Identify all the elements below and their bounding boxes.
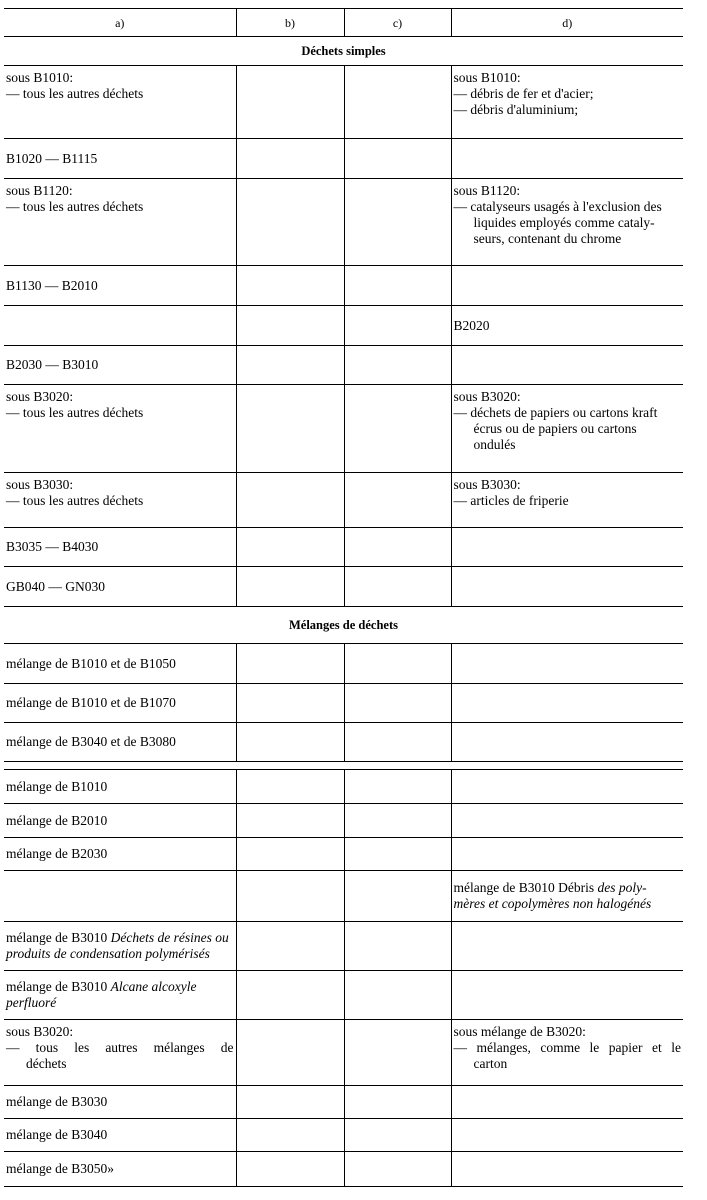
- section-title-simple: Déchets simples: [4, 37, 683, 66]
- cell-line: sous B3030:: [6, 477, 74, 492]
- table-row: [4, 723, 683, 762]
- cell-line: sous B3030:: [453, 477, 521, 492]
- cell-d: [451, 804, 683, 838]
- cell-d: [451, 385, 683, 473]
- cell-a: [4, 306, 236, 346]
- cell-d: [451, 266, 683, 306]
- cell-d: [451, 306, 683, 346]
- waste-table-lower: [4, 769, 683, 1187]
- cell-line: sous B1120:: [6, 183, 73, 198]
- cell-a: [4, 385, 236, 473]
- cell-a: mélange de B1010: [4, 770, 236, 804]
- cell-b: [236, 871, 344, 922]
- table-row: [4, 66, 683, 139]
- cell-line: sous B3020:: [6, 389, 74, 404]
- table-row: [4, 971, 683, 1020]
- cell-line: — débris de fer et d'acier;: [453, 86, 594, 101]
- column-header-c: c): [344, 9, 451, 37]
- cell-text: mélange de B3010 Débris: [453, 880, 598, 895]
- table-row: [4, 871, 683, 922]
- cell-line: B2030 — B3010: [6, 357, 99, 372]
- cell-c: [344, 684, 451, 723]
- cell-a: mélange de B2030: [4, 838, 236, 871]
- cell-a: mélange de B3050»: [4, 1152, 236, 1187]
- table-row: [4, 922, 683, 971]
- cell-a: [4, 1020, 236, 1086]
- cell-c: [344, 770, 451, 804]
- cell-line: sous B1120:: [453, 183, 521, 198]
- cell-line: sous B1010:: [6, 70, 74, 85]
- cell-line: — tous les autres déchets: [6, 199, 144, 214]
- cell-c: [344, 346, 451, 385]
- cell-d: [451, 644, 683, 684]
- cell-line: sous B3020:: [6, 1024, 74, 1039]
- table-row: [4, 770, 683, 804]
- column-header-b: b): [236, 9, 344, 37]
- cell-c: [344, 644, 451, 684]
- cell-text: mélange de B3010: [6, 979, 111, 994]
- cell-d: [451, 723, 683, 762]
- cell-b: [236, 971, 344, 1020]
- table-row: [4, 179, 683, 266]
- cell-b: [236, 922, 344, 971]
- cell-d: [451, 66, 683, 139]
- section-row-mixed: [4, 607, 683, 644]
- cell-b: [236, 1086, 344, 1119]
- cell-a: mélange de B3040: [4, 1119, 236, 1152]
- cell-a: [4, 346, 236, 385]
- cell-b: [236, 804, 344, 838]
- cell-line: carton: [473, 1056, 508, 1071]
- cell-c: [344, 179, 451, 266]
- cell-a: [4, 139, 236, 179]
- cell-c: [344, 804, 451, 838]
- table-row: [4, 1119, 683, 1152]
- cell-c: [344, 66, 451, 139]
- cell-b: [236, 770, 344, 804]
- waste-table-upper: [4, 8, 683, 762]
- cell-a: mélange de B1010 et de B1070: [4, 684, 236, 723]
- cell-line: — tous les autres déchets: [6, 405, 144, 420]
- table-row: [4, 528, 683, 567]
- table-row: [4, 266, 683, 306]
- cell-a: [4, 266, 236, 306]
- table-row: [4, 1152, 683, 1187]
- table-row: [4, 306, 683, 346]
- cell-c: [344, 528, 451, 567]
- cell-line: — déchets de papiers ou cartons kraft écrus ou de papiers ou cartons ondulés: [453, 405, 658, 452]
- cell-d: [451, 567, 683, 607]
- cell-b: [236, 473, 344, 528]
- cell-a: [4, 567, 236, 607]
- cell-d: [451, 528, 683, 567]
- section-title-mixed: Mélanges de déchets: [4, 607, 683, 644]
- cell-b: [236, 66, 344, 139]
- cell-a: [4, 473, 236, 528]
- cell-a: mélange de B3030: [4, 1086, 236, 1119]
- cell-line: déchets: [26, 1056, 67, 1071]
- cell-c: [344, 306, 451, 346]
- table-row: [4, 804, 683, 838]
- column-header-d: d): [451, 9, 683, 37]
- cell-d: [451, 871, 683, 922]
- cell-d: [451, 139, 683, 179]
- cell-d: [451, 971, 683, 1020]
- cell-line: GB040 — GN030: [6, 578, 106, 594]
- cell-line: B1130 — B2010: [6, 277, 98, 293]
- cell-b: [236, 684, 344, 723]
- table-row: [4, 684, 683, 723]
- cell-c: [344, 567, 451, 607]
- cell-text-italic: Déchets de résines ou produits de condensation polymérisés: [6, 930, 229, 961]
- cell-line: — articles de friperie: [453, 493, 569, 508]
- cell-line: — débris d'aluminium;: [453, 102, 579, 117]
- cell-a: mélange de B3040 et de B3080: [4, 723, 236, 762]
- cell-b: [236, 266, 344, 306]
- cell-text-italic: Alcane alcoxyle perfluoré: [6, 979, 197, 1010]
- cell-text: mélange de B3010: [6, 930, 111, 945]
- column-header-row: [4, 9, 683, 37]
- cell-b: [236, 1020, 344, 1086]
- cell-line: — catalyseurs usagés à l'exclusion des liquides employés comme cataly- seurs, contenant du chrome: [453, 199, 662, 246]
- cell-d: [451, 922, 683, 971]
- cell-line: sous mélange de B3020:: [453, 1024, 586, 1039]
- table-row: [4, 473, 683, 528]
- table-row: [4, 139, 683, 179]
- cell-b: [236, 644, 344, 684]
- cell-b: [236, 385, 344, 473]
- cell-c: [344, 1119, 451, 1152]
- cell-b: [236, 346, 344, 385]
- cell-c: [344, 1020, 451, 1086]
- cell-b: [236, 838, 344, 871]
- table-row: [4, 1086, 683, 1119]
- cell-a: [4, 179, 236, 266]
- cell-line: sous B3020:: [453, 389, 521, 404]
- cell-c: [344, 971, 451, 1020]
- cell-d: [451, 1020, 683, 1086]
- cell-d: [451, 473, 683, 528]
- cell-line: — tous les autres déchets: [6, 493, 144, 508]
- cell-text-italic: des poly- mères et copolymères non halogénés: [453, 880, 652, 911]
- cell-b: [236, 1119, 344, 1152]
- table-row: [4, 1020, 683, 1086]
- cell-a: [4, 871, 236, 922]
- cell-b: [236, 1152, 344, 1187]
- cell-c: [344, 922, 451, 971]
- cell-a: mélange de B1010 et de B1050: [4, 644, 236, 684]
- cell-line: — tous les autres mélanges de: [6, 1040, 234, 1055]
- cell-b: [236, 567, 344, 607]
- cell-a: [4, 922, 236, 971]
- cell-a: [4, 971, 236, 1020]
- cell-b: [236, 139, 344, 179]
- table-row: [4, 644, 683, 684]
- cell-c: [344, 723, 451, 762]
- section-row-simple: [4, 37, 683, 66]
- cell-d: [451, 346, 683, 385]
- cell-c: [344, 1152, 451, 1187]
- cell-line: sous B1010:: [453, 70, 521, 85]
- cell-c: [344, 385, 451, 473]
- cell-line: — mélanges, comme le papier et le: [453, 1040, 681, 1055]
- cell-c: [344, 871, 451, 922]
- cell-c: [344, 473, 451, 528]
- cell-line: — tous les autres déchets: [6, 86, 144, 101]
- table-row: [4, 567, 683, 607]
- cell-d: [451, 179, 683, 266]
- cell-c: [344, 139, 451, 179]
- cell-c: [344, 266, 451, 306]
- cell-c: [344, 838, 451, 871]
- cell-line: B1020 — B1115: [6, 150, 98, 166]
- cell-a: mélange de B2010: [4, 804, 236, 838]
- cell-d: [451, 770, 683, 804]
- cell-line: B2020: [453, 317, 490, 333]
- cell-b: [236, 723, 344, 762]
- table-row: [4, 346, 683, 385]
- cell-a: [4, 66, 236, 139]
- cell-d: [451, 1152, 683, 1187]
- cell-b: [236, 528, 344, 567]
- cell-b: [236, 306, 344, 346]
- cell-c: [344, 1086, 451, 1119]
- cell-d: [451, 684, 683, 723]
- cell-line: B3035 — B4030: [6, 539, 99, 554]
- cell-d: [451, 838, 683, 871]
- table-row: [4, 838, 683, 871]
- cell-b: [236, 179, 344, 266]
- table-row: [4, 385, 683, 473]
- cell-d: [451, 1086, 683, 1119]
- cell-a: [4, 528, 236, 567]
- column-header-a: a): [4, 9, 236, 37]
- cell-d: [451, 1119, 683, 1152]
